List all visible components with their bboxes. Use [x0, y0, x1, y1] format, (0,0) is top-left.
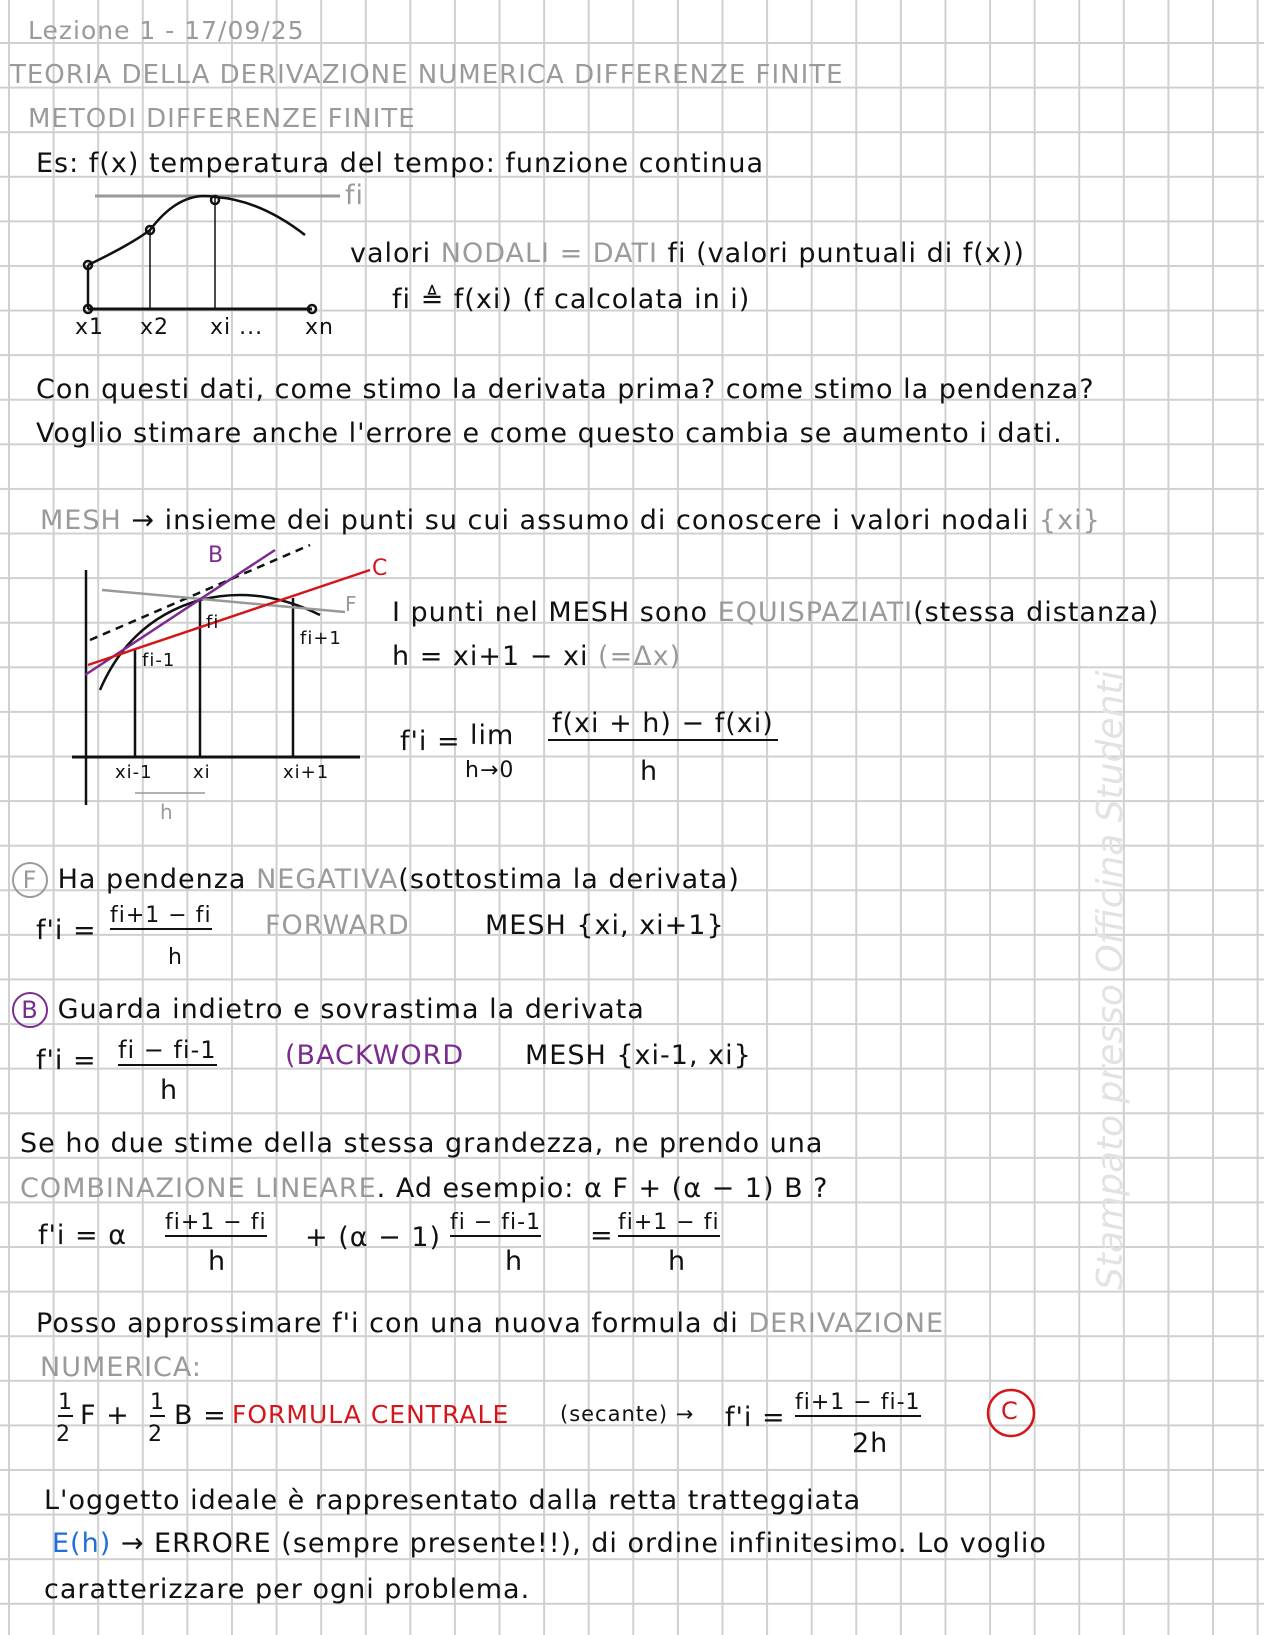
combo-num-1: fi+1 − fi [165, 1210, 267, 1235]
label-F: F [345, 592, 358, 616]
label-xi: xi [193, 762, 211, 783]
half-den-1: 2 [56, 1422, 71, 1447]
backward-num: fi − fi-1 [118, 1036, 217, 1064]
central-B: B = [174, 1400, 227, 1431]
question-line-1: Con questi dati, come stimo la derivata prima? come stimo la pendenza? [36, 374, 1095, 405]
axis-xn: xn [305, 315, 334, 340]
text: fi (valori puntuali di f(x)) [667, 238, 1025, 269]
fi-definition: fi ≜ f(xi) (f calcolata in i) [392, 284, 751, 315]
half-num-1: 1 [58, 1390, 73, 1415]
combo-equals: = [590, 1220, 614, 1251]
label-fi-minus: fi-1 [142, 650, 176, 671]
limit-numerator: f(xi + h) − f(xi) [548, 708, 778, 741]
question-line-2: Voglio stimare anche l'errore e come questo cambia se aumento i dati. [36, 418, 1063, 449]
limit-lhs: f'i = [400, 726, 461, 757]
label-C: C [372, 556, 389, 581]
forward-line [12, 862, 740, 898]
limit-word: lim [470, 720, 515, 751]
closing-line-3: caratterizzare per ogni problema. [44, 1574, 531, 1605]
axis-xi: xi ... [210, 315, 264, 340]
limit-sub: h→0 [465, 758, 515, 783]
central-badge-letter: C [1001, 1397, 1019, 1425]
mesh-hl: MESH [40, 505, 122, 536]
text: Posso approssimare f'i con una nuova formula di [36, 1308, 739, 1339]
label-xi-plus: xi+1 [283, 762, 330, 783]
text: I punti nel MESH sono [392, 597, 708, 628]
title-1: TEORIA DELLA DERIVAZIONE NUMERICA DIFFERENZE FINITE [10, 60, 844, 90]
closing-line-1: L'oggetto ideale è rappresentato dalla retta tratteggiata [44, 1485, 862, 1516]
central-formula-name: FORMULA CENTRALE [232, 1400, 510, 1429]
axis-x1: x1 [75, 315, 105, 340]
highlight: COMBINAZIONE LINEARE [20, 1173, 377, 1204]
label-fi-plus: fi+1 [300, 628, 342, 649]
lesson-date: Lezione 1 - 17/09/25 [28, 16, 305, 45]
label-xi-minus: xi-1 [115, 762, 153, 783]
central-intro-2: NUMERICA: [40, 1352, 202, 1383]
highlight: EQUISPAZIATI [717, 597, 914, 628]
forward-badge: F [12, 862, 48, 898]
combo-mid: + (α − 1) [305, 1222, 442, 1253]
text: . Ad esempio: α F + (α − 1) B ? [376, 1173, 829, 1204]
highlight: NEGATIVA [256, 864, 399, 895]
combo-num-3: fi+1 − fi [618, 1210, 720, 1235]
example-line: Es: f(x) temperatura del tempo: funzione continua [36, 148, 764, 179]
central-intro [36, 1308, 944, 1339]
text: → insieme dei punti su cui assumo di conoscere i valori nodali [131, 505, 1030, 536]
backward-badge: B [12, 992, 48, 1028]
backward-lhs: f'i = [36, 1045, 97, 1076]
combo-num-2: fi − fi-1 [450, 1210, 542, 1235]
text: Guarda indietro e sovrastima la derivata [57, 994, 645, 1025]
backward-name: (BACKWORD [285, 1040, 465, 1071]
forward-den: h [168, 945, 183, 970]
combo-den-3: h [668, 1246, 687, 1277]
label-h: h [160, 800, 174, 824]
function-graph-1 [84, 196, 340, 313]
combo-den-1: h [208, 1246, 227, 1277]
central-lhs: f'i = [725, 1402, 786, 1433]
combo-line-2 [20, 1173, 829, 1204]
error-symbol: E(h) [52, 1528, 112, 1559]
text: h = xi+1 − xi [392, 641, 589, 672]
central-F: F + [80, 1400, 130, 1431]
combo-line-1: Se ho due stime della stessa grandezza, ne prendo una [20, 1128, 824, 1159]
central-secante: (secante) → [560, 1402, 695, 1426]
fi-label: fi [345, 180, 365, 211]
text: Ha pendenza [57, 864, 247, 895]
central-den: 2h [852, 1428, 889, 1459]
mesh-definition [40, 505, 1101, 536]
text: (sottostima la derivata) [398, 864, 740, 895]
set: {xi} [1038, 505, 1101, 536]
central-num: fi+1 − fi-1 [795, 1390, 921, 1415]
title-2: METODI DIFFERENZE FINITE [28, 104, 416, 134]
closing-line-2 [52, 1528, 1047, 1559]
half-num-2: 1 [150, 1390, 165, 1415]
backward-den: h [160, 1075, 179, 1106]
text: (stessa distanza) [913, 597, 1160, 628]
text: → ERRORE (sempre presente!!), di ordine infinitesimo. Lo voglio [120, 1528, 1047, 1559]
highlight: DERIVAZIONE [748, 1308, 945, 1339]
backward-mesh: MESH {xi-1, xi} [525, 1040, 752, 1071]
nodal-values-line [350, 238, 1025, 269]
h-definition [392, 641, 681, 672]
text: valori [350, 238, 432, 269]
text: (=Δx) [598, 641, 682, 672]
combo-den-2: h [505, 1246, 524, 1277]
forward-mesh: MESH {xi, xi+1} [485, 910, 725, 941]
half-den-2: 2 [148, 1422, 163, 1447]
equispaced-line [392, 597, 1159, 628]
forward-lhs: f'i = [36, 915, 97, 946]
backward-line [12, 992, 645, 1028]
combo-lhs: f'i = α [38, 1220, 128, 1251]
forward-num: fi+1 − fi [110, 903, 212, 928]
label-B: B [208, 543, 225, 568]
highlight: NODALI = DATI [440, 238, 658, 269]
label-fi: fi [206, 612, 220, 633]
axis-x2: x2 [140, 315, 170, 340]
forward-name: FORWARD [265, 910, 410, 941]
watermark: Stampato presso Officina Studenti [1090, 670, 1131, 1290]
limit-denominator: h [640, 756, 659, 787]
